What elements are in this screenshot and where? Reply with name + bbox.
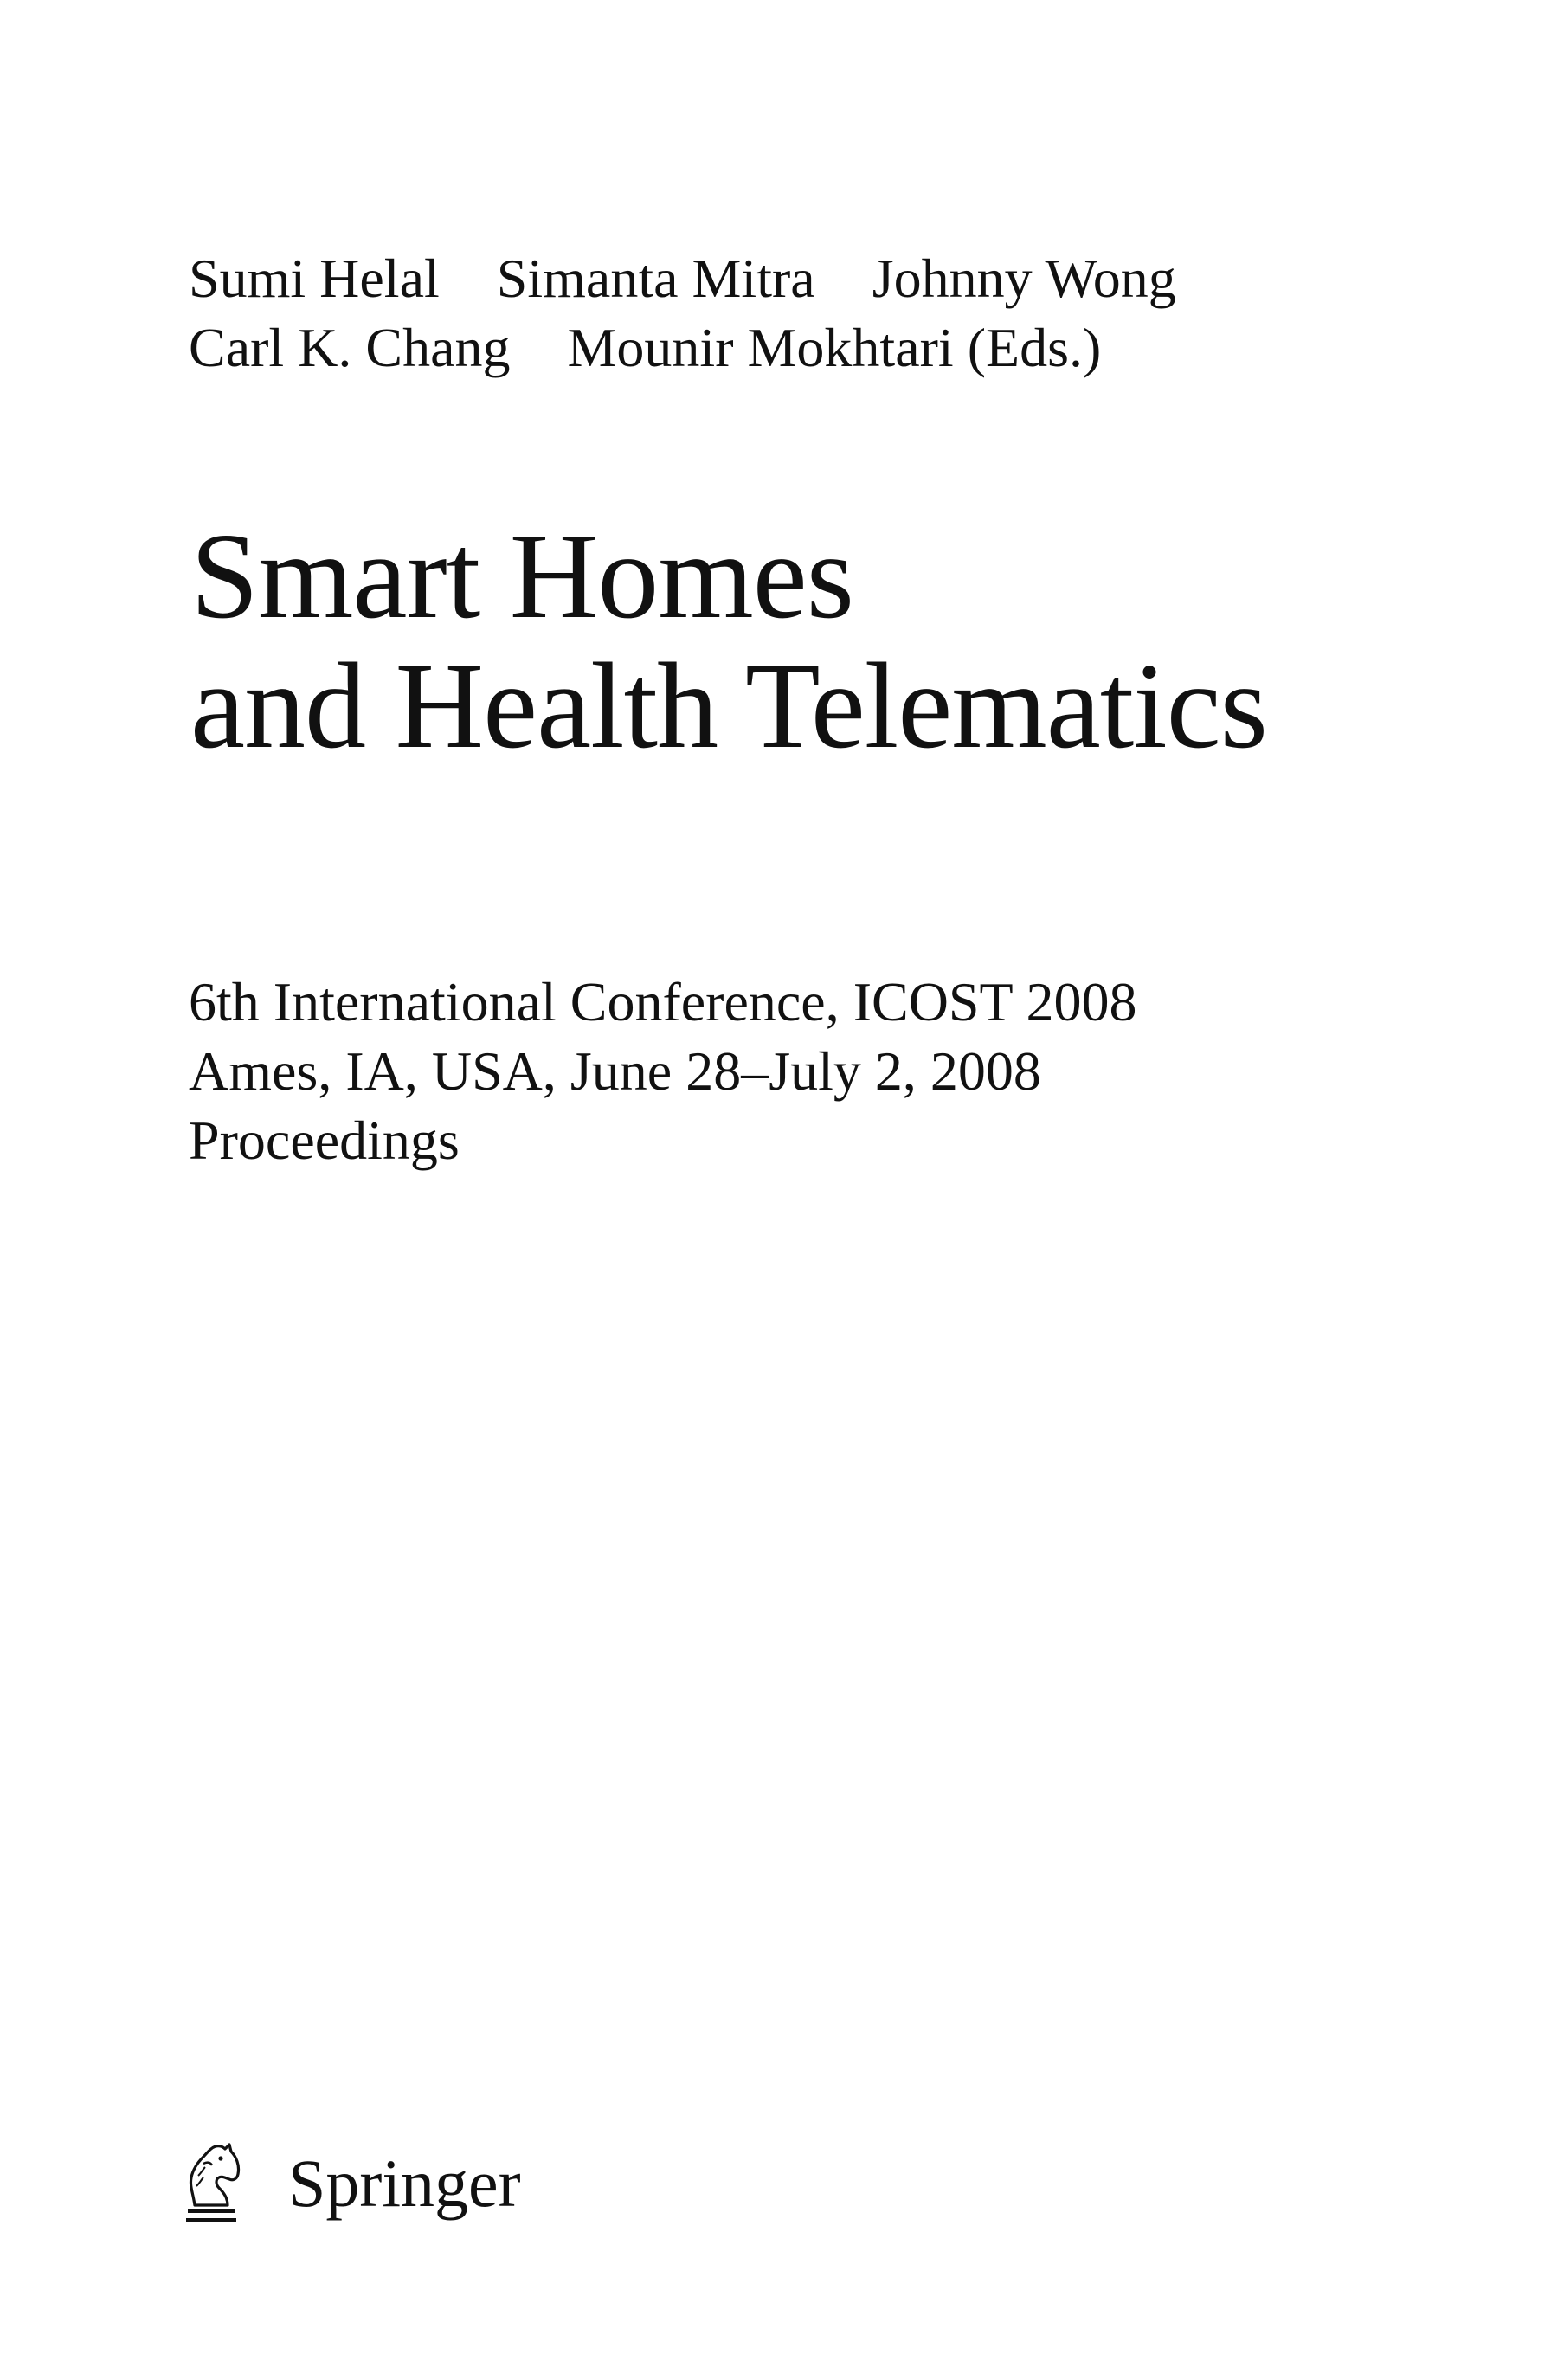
editor-name: Carl K. Chang — [189, 317, 511, 378]
editor-name — [568, 313, 1102, 383]
publisher-imprint — [177, 2138, 576, 2242]
editor-name: Sumi Helal — [189, 248, 440, 309]
editor-name: Johnny Wong — [872, 248, 1176, 309]
knight-horse-icon — [177, 2138, 248, 2229]
editor-name-text: Mounir Mokhtari — [567, 317, 954, 378]
conference-info — [189, 968, 1136, 1175]
editors-suffix: (Eds.) — [967, 317, 1102, 378]
book-title-line-2: and Health Telematics — [190, 637, 1267, 774]
editors-line-1 — [189, 244, 1176, 313]
publisher-name: Springer — [288, 2145, 521, 2221]
editors-block — [189, 244, 1176, 383]
book-title — [190, 507, 1267, 774]
conference-location-date: Ames, IA, USA, June 28–July 2, 2008 — [189, 1040, 1041, 1102]
proceedings-label: Proceedings — [189, 1110, 460, 1171]
book-title-line-1: Smart Homes — [190, 507, 853, 644]
conference-name: 6th International Conference, ICOST 2008 — [189, 971, 1137, 1032]
editor-name: Simanta Mitra — [496, 248, 815, 309]
editors-line-2 — [189, 313, 1176, 383]
